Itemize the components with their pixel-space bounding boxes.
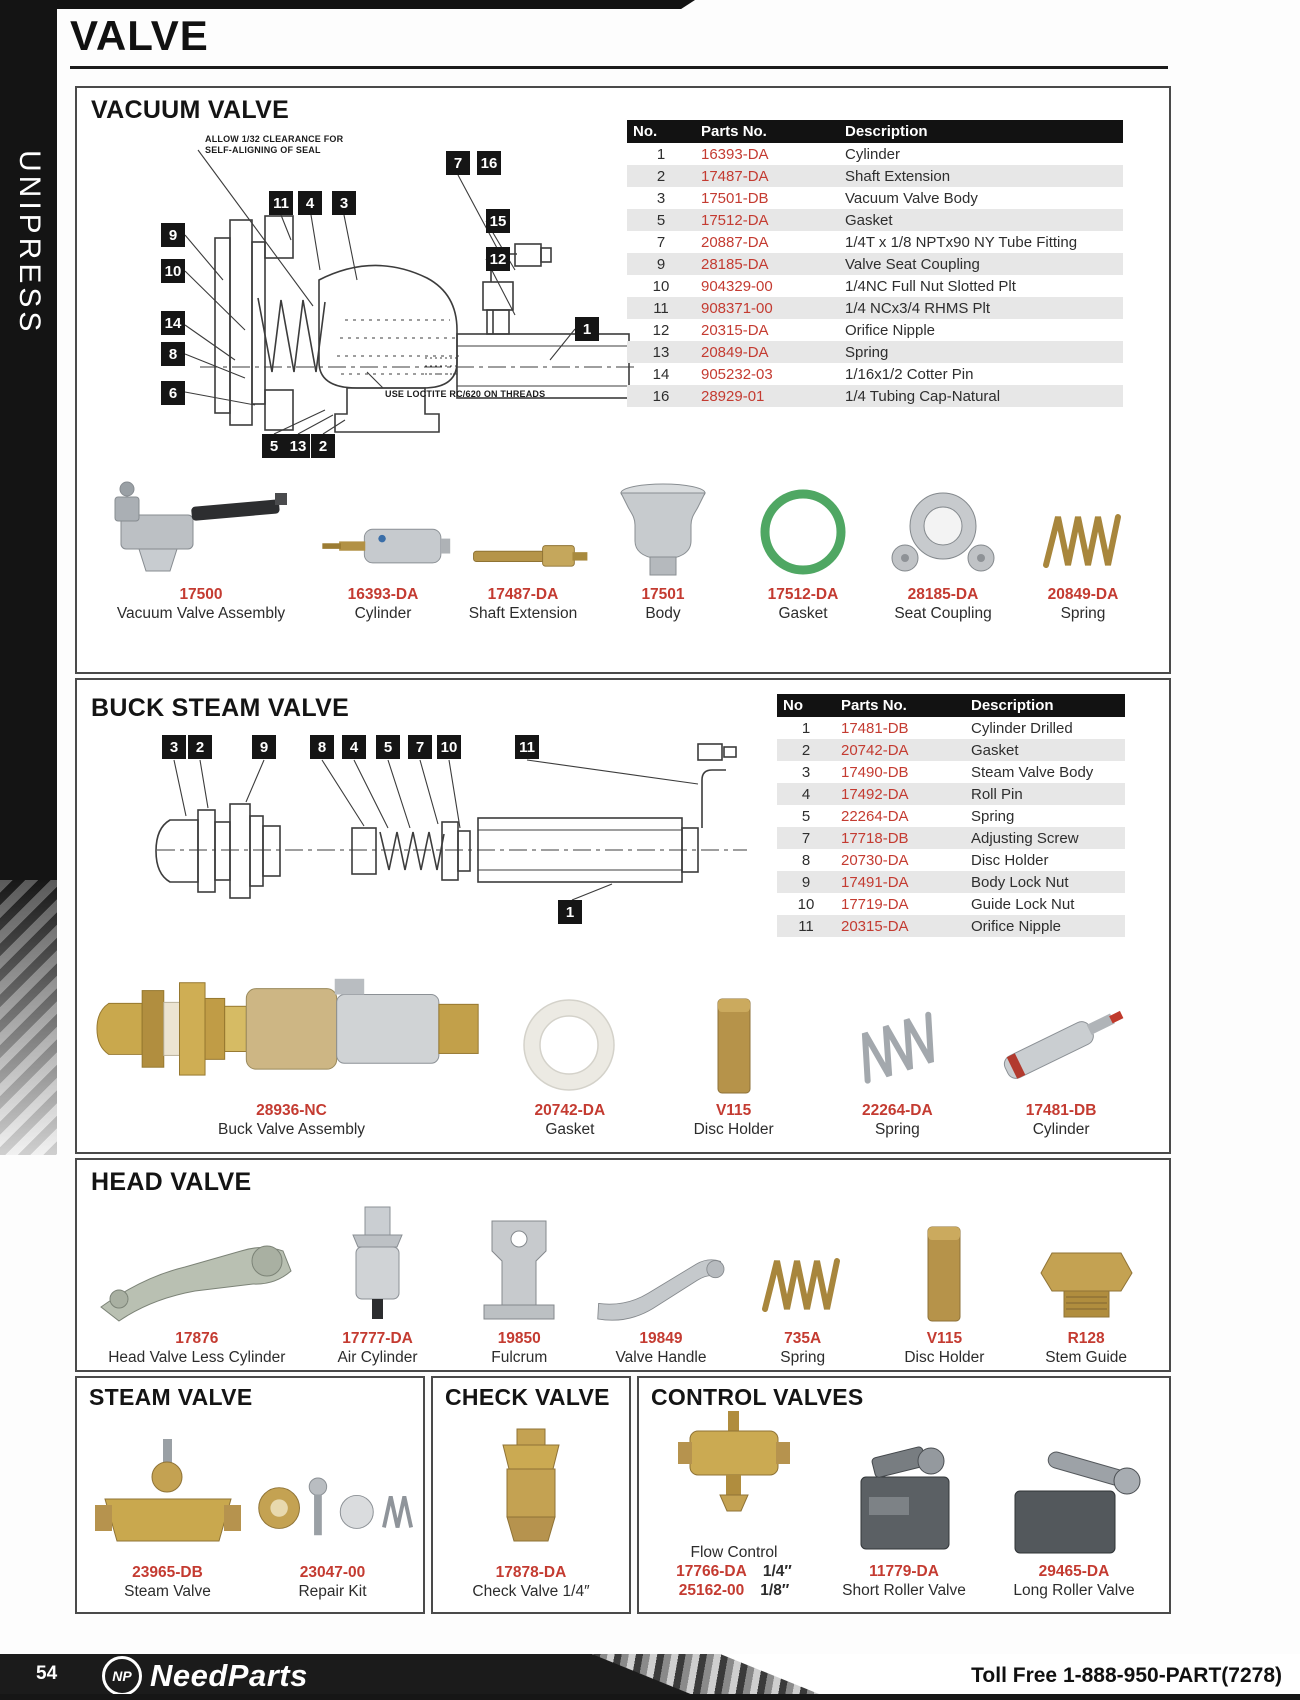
sidebar-band [0,0,57,880]
page-footer [0,1654,1300,1700]
part-number: 20315-DA [841,917,909,935]
part-number: 17500 [179,586,223,603]
description: Orifice Nipple [971,917,1062,935]
product-item [439,1420,623,1601]
part-number: 20742-DA [534,1102,606,1119]
product-name: Short Roller Valve [842,1582,966,1599]
product-item [453,460,593,623]
head-products-row [87,1198,1157,1367]
table-row [627,275,1123,297]
product-name: Steam Valve [124,1583,211,1600]
item-no: 3 [656,189,666,207]
product-name: Gasket [778,605,828,622]
part-number: 19849 [639,1330,683,1347]
table-row [777,893,1125,915]
part-number: 17878-DA [495,1564,567,1581]
product-name: Head Valve Less Cylinder [108,1349,286,1366]
item-no: 11 [798,917,814,935]
spring-gold-icon [1013,460,1153,582]
callout-14: 14 [161,311,185,335]
part-number: 22264-DA [841,807,909,825]
product-name: Body [645,605,681,622]
part-number: 735A [784,1330,822,1347]
vacuum-products-row [89,460,1153,623]
callout-11: 11 [269,191,293,215]
product-item [313,460,453,623]
part-number: V115 [926,1330,963,1347]
item-no: 10 [652,277,670,295]
steam-valve-icon [85,1420,250,1560]
product-item [819,1431,989,1600]
section-heading: BUCK STEAM VALVE [91,694,350,722]
table-row [777,783,1125,805]
head-valve-icon [87,1198,307,1326]
part-number: 17492-DA [841,785,909,803]
part-number: 17777-DA [342,1330,413,1347]
column-header: Parts No. [695,120,839,143]
item-no: 14 [652,365,670,383]
part-number: 908371-00 [701,299,773,317]
part-line [649,1563,819,1581]
description: 1/16x1/2 Cotter Pin [845,365,974,383]
description: Disc Holder [971,851,1049,869]
footer-bottom-strip [0,1694,1300,1700]
callout-6: 6 [161,381,185,405]
column-header: No. [627,120,695,143]
buck-assembly-icon [95,942,488,1098]
product-name: Spring [780,1349,826,1366]
product-name: Disc Holder [693,1121,774,1138]
product-item [87,1198,307,1367]
vacuum-parts-table [627,120,1123,407]
callout-9: 9 [252,735,276,759]
part-number: 17490-DB [841,763,909,781]
part-number: 17487-DA [701,167,769,185]
callout-3: 3 [162,735,186,759]
product-item [1013,460,1153,623]
check-products-row [439,1420,623,1601]
product-name: Repair Kit [298,1583,367,1600]
page-number: 54 [36,1663,58,1684]
product-item [95,942,488,1139]
product-item [590,1198,732,1367]
description: 1/4T x 1/8 NPTx90 NY Tube Fitting [845,233,1078,251]
part-number: 17512-DA [767,586,839,603]
item-no: 7 [801,829,811,847]
description: 1/4 Tubing Cap-Natural [845,387,1001,405]
product-name: Cylinder [354,605,412,622]
part-number: 23047-00 [299,1564,366,1581]
steam-products-row [85,1420,415,1601]
callout-2: 2 [311,434,335,458]
description: Spring [845,343,889,361]
column-header: Description [965,694,1125,717]
table-row [627,231,1123,253]
part-size: 1/4″ [762,1563,792,1580]
product-name: Fulcrum [491,1349,548,1366]
callout-4: 4 [342,735,366,759]
air-cylinder-icon [307,1198,449,1326]
section-heading: STEAM VALVE [89,1384,253,1410]
callout-9: 9 [161,223,185,247]
section-heading: VACUUM VALVE [91,96,290,124]
part-number: 905232-03 [701,365,773,383]
callout-8: 8 [310,735,334,759]
section-heading: CONTROL VALVES [651,1384,864,1410]
part-number: 20849-DA [1047,586,1119,603]
item-no: 13 [652,343,670,361]
product-title: Flow Control [690,1544,778,1561]
callout-11: 11 [515,735,539,759]
product-item [250,1420,415,1601]
item-no: 9 [801,873,811,891]
callout-12: 12 [486,247,510,271]
item-no: 5 [801,807,811,825]
product-item [307,1198,449,1367]
table-row [777,849,1125,871]
description: Roll Pin [971,785,1023,803]
buck-parts-table [777,694,1125,937]
callout-3: 3 [332,191,356,215]
part-number: 17719-DA [841,895,909,913]
part-number: 17481-DB [1025,1102,1097,1119]
description: Guide Lock Nut [971,895,1075,913]
top-accent-band [0,0,695,9]
cylinder-pen-icon [979,942,1143,1098]
description: Cylinder Drilled [971,719,1073,737]
part-number: 17481-DB [841,719,909,737]
needparts-logo-icon: NP [102,1656,142,1696]
item-no: 3 [801,763,811,781]
product-item [1015,1198,1157,1367]
part-number: 16393-DA [701,145,769,163]
part-number: 20849-DA [701,343,769,361]
part-number: 11779-DA [869,1563,939,1580]
title-rule [70,66,1168,69]
description: Valve Seat Coupling [845,255,980,273]
body-icon [593,460,733,582]
coupling-icon [873,460,1013,582]
part-number: 19850 [497,1330,541,1347]
spring-gold-icon [732,1198,874,1326]
part-number: 17501-DB [701,189,769,207]
part-number: 20315-DA [701,321,769,339]
column-header: Description [839,120,1123,143]
callout-5: 5 [376,735,400,759]
part-number: 17766-DA [676,1563,747,1580]
description: 1/4 NCx3/4 RHMS Plt [845,299,991,317]
part-number: 17487-DA [487,586,559,603]
part-number: 28185-DA [701,255,769,273]
product-name: Shaft Extension [468,605,578,622]
item-no: 7 [656,233,666,251]
gasket-white-icon [488,942,652,1098]
callout-7: 7 [408,735,432,759]
description: Adjusting Screw [971,829,1079,847]
part-number: V115 [715,1102,752,1119]
product-item [652,942,816,1139]
part-number: 28185-DA [907,586,979,603]
check-valve-icon [439,1420,623,1560]
part-size: 1/8″ [760,1582,790,1599]
control-products-row [649,1414,1159,1600]
product-name: Spring [874,1121,920,1138]
part-number: 17718-DB [841,829,909,847]
item-no: 8 [801,851,811,869]
description: Vacuum Valve Body [845,189,978,207]
callout-5: 5 [262,434,286,458]
part-number: R128 [1067,1330,1105,1347]
callout-13: 13 [286,434,310,458]
table-header-row [627,120,1123,143]
product-item [989,1431,1159,1600]
callout-15: 15 [486,209,510,233]
column-header: No [777,694,835,717]
table-row [627,209,1123,231]
stem-guide-icon [1015,1198,1157,1326]
product-name: Seat Coupling [894,605,992,622]
section-control-valves [637,1376,1171,1614]
table-row [777,827,1125,849]
loctite-note: USE LOCTITE RC/620 ON THREADS [385,389,546,399]
part-number: 16393-DA [347,586,419,603]
disc-holder-icon [652,942,816,1098]
section-heading: HEAD VALVE [91,1168,252,1196]
callout-1: 1 [575,317,599,341]
callout-4: 4 [298,191,322,215]
product-name: Gasket [545,1121,595,1138]
callout-16: 16 [477,151,501,175]
product-item [733,460,873,623]
valve-handle-icon [590,1198,732,1326]
section-buck-steam-valve [75,678,1171,1154]
spring-silver-icon [816,942,980,1098]
table-row [627,363,1123,385]
product-item [816,942,980,1139]
item-no: 11 [653,299,669,317]
part-number: 20887-DA [701,233,769,251]
vacuum-valve-diagram [95,120,640,466]
description: Cylinder [845,145,901,163]
item-no: 9 [656,255,666,273]
table-row [627,319,1123,341]
part-number: 20742-DA [841,741,909,759]
buck-products-row [95,942,1143,1139]
part-number: 20730-DA [841,851,909,869]
description: Shaft Extension [845,167,951,185]
part-number: 17876 [175,1330,219,1347]
table-row [627,385,1123,407]
product-name: Disc Holder [904,1349,985,1366]
callout-1: 1 [558,900,582,924]
description: Steam Valve Body [971,763,1094,781]
table-row [777,915,1125,937]
description: Body Lock Nut [971,873,1069,891]
product-item [874,1198,1016,1367]
product-name: Stem Guide [1045,1349,1128,1366]
footer-logo [102,1656,308,1696]
callout-2: 2 [188,735,212,759]
clearance-note-line2: SELF-ALIGNING OF SEAL [205,145,321,155]
section-head-valve [75,1158,1171,1372]
part-number: 904329-00 [701,277,773,295]
section-heading: CHECK VALVE [445,1384,610,1410]
repair-kit-icon [250,1420,415,1560]
callout-8: 8 [161,342,185,366]
product-item [649,1414,819,1600]
sidebar-band-stripes [0,880,57,1155]
product-item [593,460,733,623]
table-row [777,871,1125,893]
item-no: 5 [656,211,666,229]
flow-control-icon [649,1414,819,1542]
table-row [627,165,1123,187]
product-name: Buck Valve Assembly [217,1121,366,1138]
description: Gasket [845,211,893,229]
table-row [627,341,1123,363]
table-row [777,761,1125,783]
callout-10: 10 [161,259,185,283]
table-row [777,717,1125,739]
product-name: Check Valve 1/4″ [472,1583,590,1600]
fulcrum-icon [448,1198,590,1326]
shaft-icon [453,460,593,582]
table-row [777,739,1125,761]
product-item [873,460,1013,623]
callout-10: 10 [437,735,461,759]
product-item [89,460,313,623]
part-number: 17491-DA [841,873,909,891]
tollfree-number: Toll Free 1-888-950-PART(7278) [971,1664,1282,1687]
part-number: 28936-NC [256,1102,327,1119]
table-header-row [777,694,1125,717]
item-no: 12 [652,321,670,339]
product-item [488,942,652,1139]
column-header: Parts No. [835,694,965,717]
part-number: 28929-01 [701,387,765,405]
product-name: Cylinder [1032,1121,1090,1138]
table-row [777,805,1125,827]
vacuum-assembly-icon [89,460,313,582]
part-number: 23965-DB [132,1564,203,1581]
buck-steam-valve-diagram [142,732,762,932]
table-row [627,297,1123,319]
product-name: Long Roller Valve [1013,1582,1135,1599]
gasket-green-icon [733,460,873,582]
buck-diagram-lineart [142,732,762,932]
item-no: 2 [801,741,811,759]
table-row [627,143,1123,165]
section-steam-valve [75,1376,425,1614]
item-no: 4 [801,785,811,803]
part-line [649,1582,819,1600]
product-item [448,1198,590,1367]
part-number: 17512-DA [701,211,769,229]
vacuum-diagram-lineart [95,120,640,466]
page-title: VALVE [70,12,209,59]
cylinder-icon [313,460,453,582]
part-number: 17501 [641,586,685,603]
callout-7: 7 [446,151,470,175]
item-no: 10 [797,895,815,913]
item-no: 1 [801,719,811,737]
section-vacuum-valve [75,86,1171,674]
product-name: Vacuum Valve Assembly [116,605,286,622]
description: Spring [971,807,1015,825]
description: Gasket [971,741,1019,759]
product-name: Air Cylinder [337,1349,418,1366]
description: 1/4NC Full Nut Slotted Plt [845,277,1016,295]
item-no: 16 [652,387,670,405]
product-item [979,942,1143,1139]
part-number: 22264-DA [862,1102,933,1119]
clearance-note-line1: ALLOW 1/32 CLEARANCE FOR [205,134,344,144]
product-item [85,1420,250,1601]
description: Orifice Nipple [845,321,936,339]
disc-holder-icon [874,1198,1016,1326]
part-number: 29465-DA [1038,1563,1110,1580]
long-roller-icon [989,1431,1159,1559]
table-row [627,187,1123,209]
item-no: 2 [656,167,666,185]
product-name: Valve Handle [615,1349,707,1366]
item-no: 1 [656,145,666,163]
part-number: 25162-00 [678,1582,745,1599]
section-check-valve [431,1376,631,1614]
brand-unipress: UNIPRESS [13,150,46,336]
table-row [627,253,1123,275]
product-name: Spring [1060,605,1106,622]
short-roller-icon [819,1431,989,1559]
product-item [732,1198,874,1367]
footer-brand-name: NeedParts [150,1658,308,1693]
